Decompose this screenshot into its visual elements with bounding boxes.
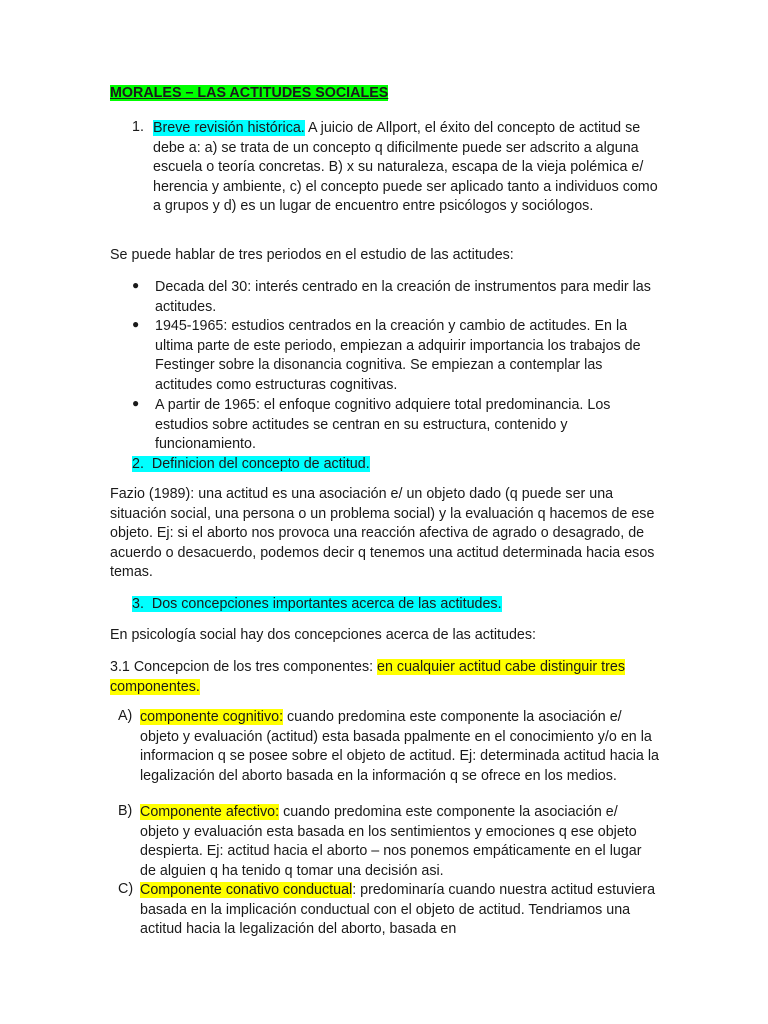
bullet-item-1: Decada del 30: interés centrado en la creación de instrumentos para medir las actitudes. [155,279,651,315]
section-1-number: 1. [132,119,144,135]
bullet-icon: ● [132,317,140,331]
component-c-letter: C) [118,881,134,897]
section-1-paragraph [153,119,658,217]
section-3-heading [132,596,502,612]
section-2-number: 2. [132,456,144,472]
section-2-heading-text: Definicion del concepto de actitud. [151,456,370,472]
periods-intro: Se puede hablar de tres periodos en el estudio de las actitudes: [110,247,514,263]
subsection-3-1-highlight: en cualquier actitud cabe distinguir tres componentes. [110,659,626,695]
psico-intro: En psicología social hay dos concepciones acerca de las actitudes: [110,627,536,643]
section-1-text: A juicio de Allport, el éxito del concepto de actitud se debe a: a) se trata de un concepto q dificilmente puede ser adscrito a alguna escuela o teoría concretas. B) x su naturaleza, escapa de la vieja polémica e/ herencia y ambiente, c) el concepto puede ser aplicado tanto a individuos como a grupos y d) es un lugar de encuentro entre psicólogos y sociólogos. [153,120,658,215]
bullet-icon: ● [132,396,140,410]
subsection-3-1 [110,658,660,697]
section-2-heading [132,456,370,472]
component-a-heading: componente cognitivo: [140,709,284,725]
component-b-letter: B) [118,803,133,819]
section-3-heading-text: Dos concepciones importantes acerca de las actitudes. [151,596,502,612]
component-c-paragraph [140,881,660,940]
title-text: MORALES – LAS ACTITUDES SOCIALES [110,85,389,101]
component-a-letter: A) [118,708,133,724]
bullet-icon: ● [132,278,140,292]
component-c-text: : predominaría cuando nuestra actitud estuviera basada en la implicación conductual con el objeto de actitud. Tendriamos una actitud hacia la legalización del aborto, basada en [140,882,656,938]
component-b-text: cuando predomina este componente la asociación e/ objeto y evaluación esta basada en los sentimientos y emociones q ese objeto despierta. Ej: actitud hacia el aborto – nos ponemos empáticamente en el lugar de alguien q ha tenido q tomar una decisión asi. [140,804,642,879]
bullet-item-3: A partir de 1965: el enfoque cognitivo adquiere total predominancia. Los estudios sobre actitudes se centran en su estructura, contenido y funcionamiento. [155,397,611,453]
section-2-heading-line [132,455,682,475]
section-3-heading-line [132,595,682,615]
fazio-paragraph: Fazio (1989): una actitud es una asociación e/ un objeto dado (q puede ser una situación social, una persona o un problema social) y la evaluación q hacemos de ese objeto. Ej: si el aborto nos provoca una reacción afectiva de agrado o desagrado, de acuerdo o desacuerdo, podemos decir q tenemos una actitud determinada hacia esos temas. [110,486,655,581]
component-b-heading: Componente afectivo: [140,804,280,820]
section-3-number: 3. [132,596,144,612]
component-a-paragraph [140,708,660,786]
component-a-text: cuando predomina este componente la asociación e/ objeto y evaluación (actitud) esta basada ppalmente en el conocimiento y/o en la informacion q se posee sobre el objeto de actitud. Ej: determinada actitud hacia la legalización del aborto basada en la información q se ofrece en los medios. [140,709,659,784]
section-1-heading: Breve revisión histórica. [153,120,305,136]
document-title [110,84,660,104]
component-c-heading: Componente conativo conductual [140,882,353,898]
subsection-3-1-prefix: 3.1 Concepcion de los tres componentes: [110,659,378,675]
component-b-paragraph [140,803,660,881]
bullet-item-2: 1945-1965: estudios centrados en la creación y cambio de actitudes. En la ultima parte de este periodo, empiezan a adquirir importancia los trabajos de Festinger sobre la disonancia cognitiva. Se empiezan a contemplar las actitudes como estructuras cognitivas. [155,318,641,393]
